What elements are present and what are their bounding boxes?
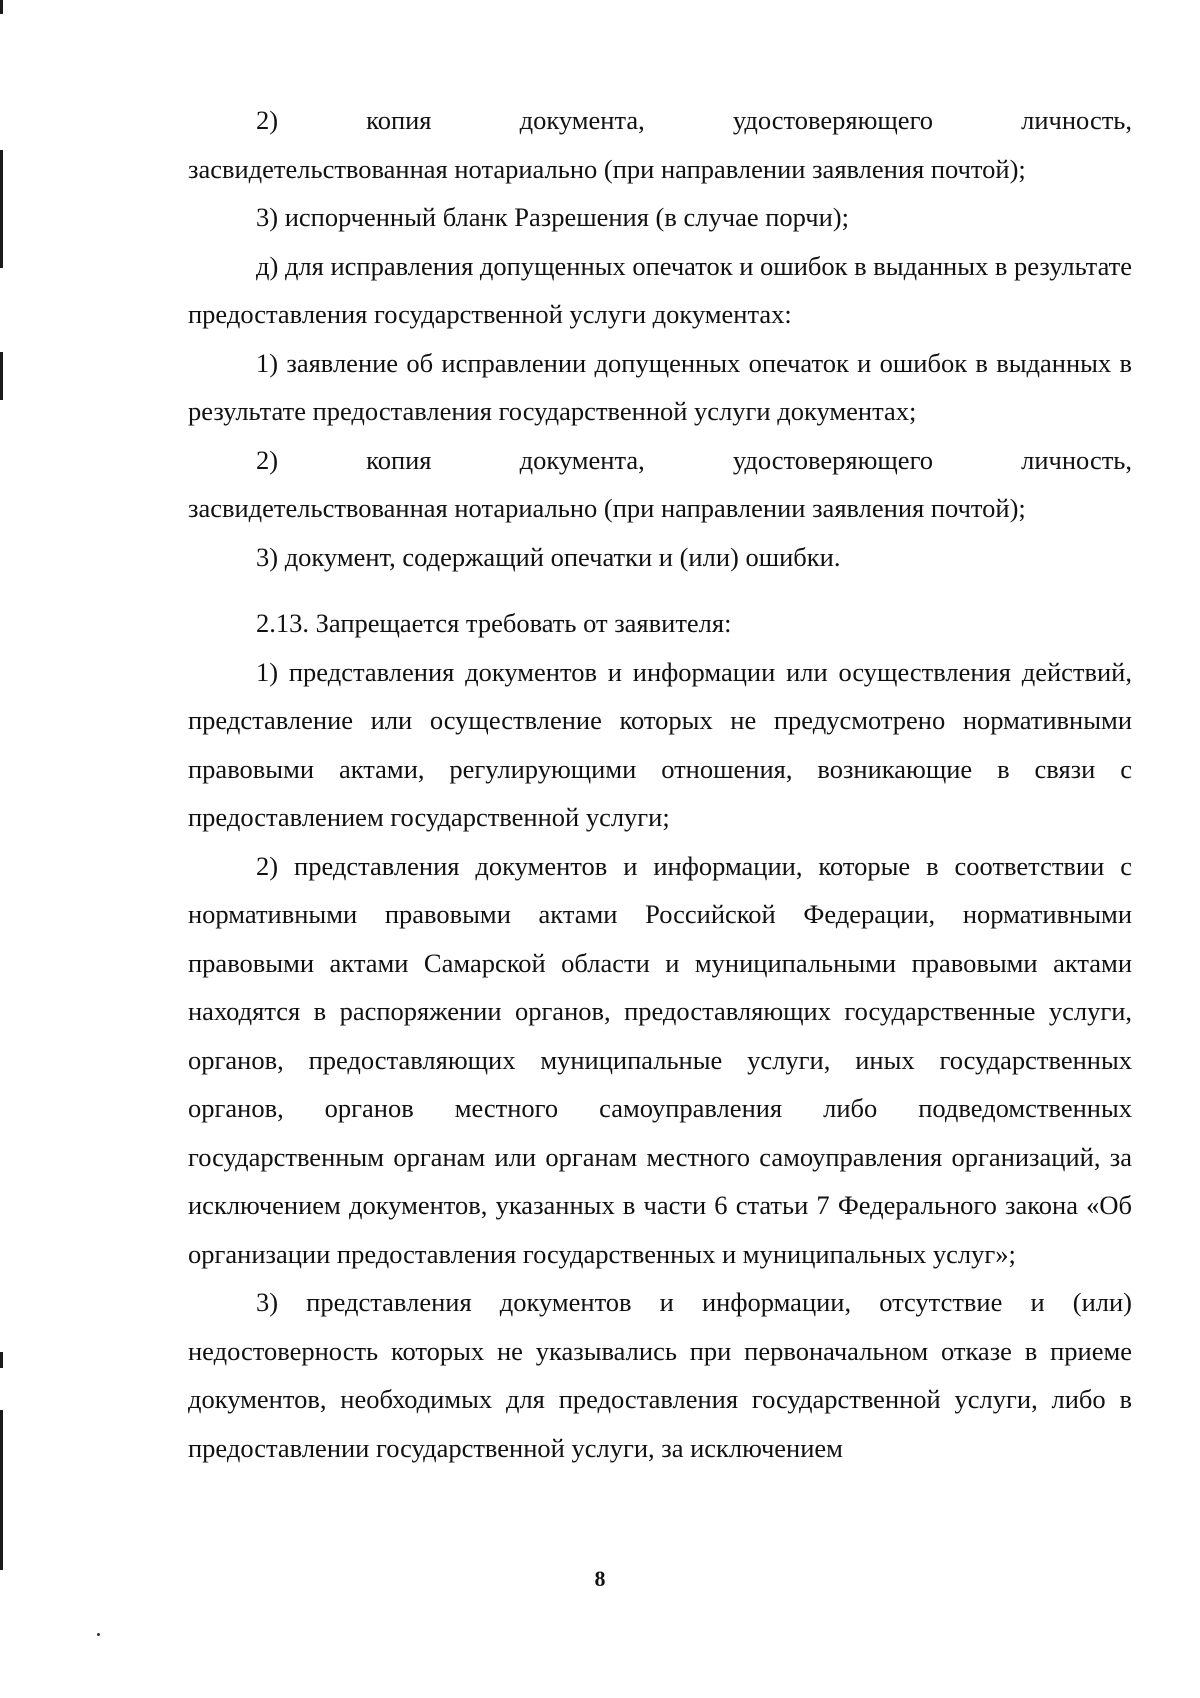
paragraph: 3) документ, содержащий опечатки и (или) ошибки. xyxy=(256,541,841,572)
paragraph: 3) испорченный бланк Разрешения (в случае порчи); xyxy=(256,202,849,232)
paragraph: засвидетельствованная нотариально (при направлении заявления почтой); xyxy=(188,153,1026,184)
scan-edge-mark-lower xyxy=(0,1352,3,1368)
scan-speck xyxy=(97,1633,100,1636)
paragraph: 2) копия документа, удостоверяющего личность, xyxy=(256,444,1132,475)
section-gap xyxy=(188,581,1132,599)
scan-edge-mark-bottom xyxy=(0,1410,3,1570)
paragraph: 2) копия документа, удостоверяющего личность, xyxy=(256,105,1132,135)
scan-edge-mark-upper xyxy=(0,150,3,268)
paragraph: 3) представления документов и информации, отсутствие и (или) недостоверность которых не указывались при первоначальном отказе в приеме документов, необходимых для предоставления государственной услуги, либо в предоставлении государственной услуги, за исключением xyxy=(188,1287,1132,1463)
paragraph: д) для исправления допущенных опечаток и ошибок в выданных в результате предоставления государственной услуги документах: xyxy=(188,250,1132,329)
paragraph: засвидетельствованная нотариально (при направлении заявления почтой); xyxy=(188,493,1026,523)
paragraph: 2) представления документов и информации, которые в соответствии с нормативными правовыми актами Российской Федерации, нормативными правовыми актами Самарской области и муниципальными правовыми актами находятся в распоряжении органов, предоставляющих государственные услуги, органов, предоставляющих муниципальные услуги, иных государственных органов, органов местного самоуправления либо подведомственных государственным органам или органам местного самоуправления организаций, за исключением документов, указанных в части 6 статьи 7 Федерального закона «Об организации предоставления государственных и муниципальных услуг»; xyxy=(188,850,1132,1269)
paragraph: 1) заявление об исправлении допущенных опечаток и ошибок в выданных в результате предоставления государственной услуги документах; xyxy=(188,347,1132,426)
scan-edge-mark-middle xyxy=(0,352,3,400)
paragraph: 1) представления документов и информации или осуществления действий, представление или осуществление которых не предусмотрено нормативными правовыми актами, регулирующими отношения, возникающие в связи с предоставлением государственной услуги; xyxy=(188,656,1132,832)
document-page xyxy=(188,96,1132,1472)
page-number: 8 xyxy=(594,1566,606,1591)
section-heading: 2.13. Запрещается требовать от заявителя: xyxy=(256,608,732,638)
scan-edge-mark-top xyxy=(0,0,3,14)
